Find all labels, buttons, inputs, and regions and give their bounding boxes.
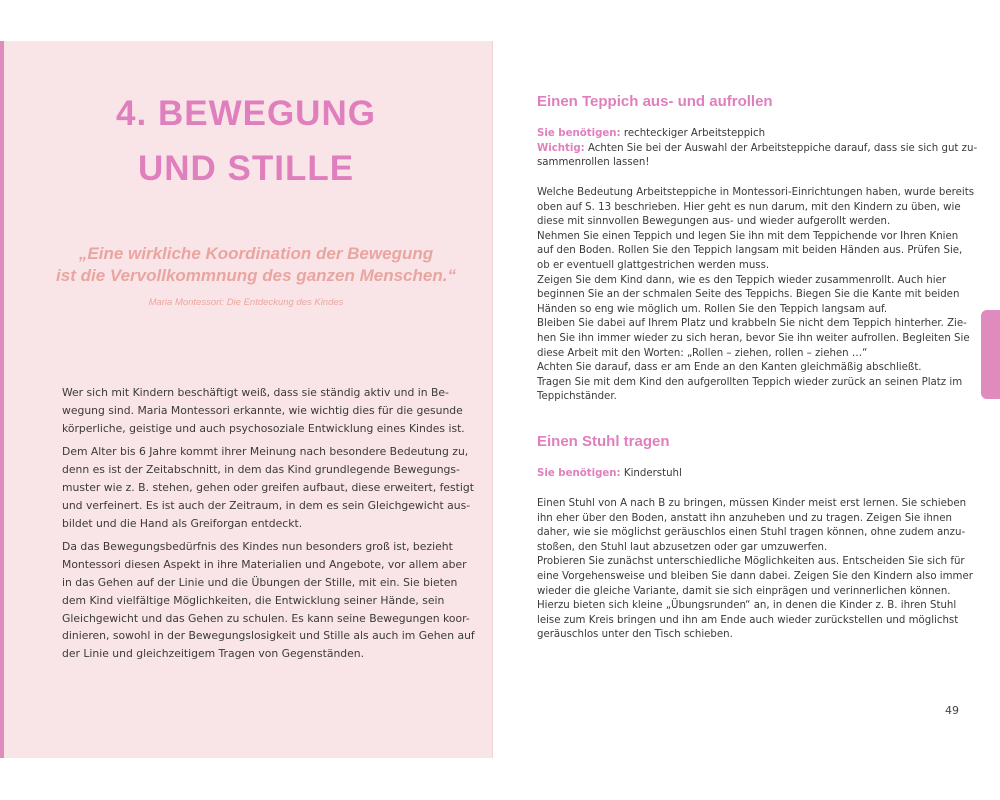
quote-source: Maria Montessori: Die Entdeckung des Kindes xyxy=(148,297,344,308)
text-line: Bleiben Sie dabei auf Ihrem Platz und krabbeln Sie nicht dem Teppich hinterher. Zie- xyxy=(537,318,967,330)
text-line: und verfeinert. Es ist auch der Zeitraum, in dem es sein Gleichgewicht aus- xyxy=(62,498,471,512)
text-line: beginnen Sie an der schmalen Seite des Teppichs. Biegen Sie die Kante mit beiden xyxy=(537,289,960,301)
requirements-stuhl xyxy=(537,467,682,482)
paragraph xyxy=(62,443,475,532)
text-line: Nehmen Sie einen Teppich und legen Sie ihn mit dem Teppichende vor Ihren Knien xyxy=(537,230,959,242)
text-line: Achten Sie darauf, dass er am Ende an den Kanten gleichmäßig abschließt. xyxy=(537,362,922,374)
text-line: stoßen, den Stuhl laut abzusetzen oder gar umzuwerfen. xyxy=(537,541,828,553)
text-line: Montessori diesen Aspekt in ihre Materialien und Angebote, vor allem aber xyxy=(62,558,467,572)
quote-line: ist die Vervollkommnung des ganzen Menschen.“ xyxy=(56,266,456,285)
text-line: Einen Stuhl von A nach B zu bringen, müssen Kinder meist erst lernen. Sie schieben xyxy=(537,498,967,509)
text-line: Zeigen Sie dem Kind dann, wie es den Teppich wieder zusammenrollt. Auch hier xyxy=(537,274,947,286)
text-line: denn es ist der Zeitabschnitt, in dem das Kind grundlegende Bewegungs- xyxy=(62,463,460,477)
text-line: Probieren Sie zunächst unterschiedliche Möglichkeiten aus. Entscheiden Sie sich für xyxy=(537,556,965,568)
needs-label: Sie benötigen: xyxy=(537,468,621,479)
needs-label: Sie benötigen: xyxy=(537,128,621,139)
text-line: dinieren, sowohl in der Bewegungslosigkeit und Stille als auch im Gehen auf xyxy=(62,629,475,643)
text-line: muster wie z. B. stehen, gehen oder greifen aufbaut, diese erweitert, festigt xyxy=(62,480,475,494)
text-line: leise zum Kreis bringen und ihn am Ende auch wieder zurückstellen und möglichst xyxy=(537,614,959,626)
needs-value: rechteckiger Arbeitsteppich xyxy=(623,128,766,139)
needs-line xyxy=(537,127,977,142)
requirements-teppich xyxy=(537,127,977,171)
text-line: Da das Bewegungsbedürfnis des Kindes nun besonders groß ist, bezieht xyxy=(62,540,453,554)
text-line: Welche Bedeutung Arbeitsteppiche in Montessori-Einrichtungen haben, wurde bereits xyxy=(537,187,974,198)
text-line: ob er eventuell glattgestrichen werden muss. xyxy=(537,259,770,271)
intro-text xyxy=(62,384,475,669)
text-line: daher, wie sie möglichst geräuschlos einen Stuhl tragen können, ohne zudem anzu- xyxy=(537,527,966,539)
text-line: ihn eher über den Boden, anstatt ihn anzuheben und zu tragen. Zeigen Sie ihnen xyxy=(537,512,952,524)
page-number: 49 xyxy=(945,704,959,717)
page-gutter xyxy=(492,41,493,758)
text-line: eine Vorgehensweise und bleiben Sie dann dabei. Zeigen Sie den Kindern also immer xyxy=(537,570,973,582)
text-line: wegung sind. Maria Montessori erkannte, wie wichtig dies für die gesunde xyxy=(62,403,463,417)
text-line: hen Sie ihn immer wieder zu sich heran, bevor Sie ihn weiter aufrollen. Begleiten Sie xyxy=(537,332,970,344)
text-line: diese mit sinnvollen Bewegungen aus- und wieder aufgerollt werden. xyxy=(537,216,891,228)
chapter-title xyxy=(0,86,492,196)
text-line: in das Gehen auf der Linie und die Übungen der Stille, mit ein. Sie bieten xyxy=(62,575,458,589)
text-line: Händen so eng wie möglich um. Rollen Sie den Teppich langsam auf. xyxy=(537,303,888,315)
text-line: Teppichständer. xyxy=(537,391,617,403)
text-line: Dem Alter bis 6 Jahre kommt ihrer Meinung nach besondere Bedeutung zu, xyxy=(62,445,469,459)
text-line: geräuschlos unter den Tisch schieben. xyxy=(537,629,733,641)
text-line: Gleichgewicht und das Gehen zu schulen. Es kann seine Bewegungen koor- xyxy=(62,611,470,625)
section-body-stuhl xyxy=(537,497,973,643)
section-title-stuhl: Einen Stuhl tragen xyxy=(537,433,670,450)
epigraph-quote xyxy=(20,243,492,287)
text-line: Wer sich mit Kindern beschäftigt weiß, dass sie ständig aktiv und in Be- xyxy=(62,386,449,399)
important-text-line: sammenrollen lassen! xyxy=(537,157,650,169)
quote-line: „Eine wirkliche Koordination der Bewegung xyxy=(78,244,434,263)
text-line: diese Arbeit mit den Worten: „Rollen – ziehen, rollen – ziehen …“ xyxy=(537,347,868,359)
text-line: wieder die gleiche Variante, damit sie sich einprägen und verinnerlichen können. xyxy=(537,585,951,597)
text-line: körperliche, geistige und auch psychosoziale Entwicklung eines Kindes ist. xyxy=(62,421,465,435)
chapter-title-line: UND STILLE xyxy=(137,149,355,188)
paragraph xyxy=(62,384,465,437)
important-text: Achten Sie bei der Auswahl der Arbeitsteppiche darauf, dass sie sich gut zu- xyxy=(588,142,978,154)
text-line: Tragen Sie mit dem Kind den aufgerollten Teppich wieder zurück an seinen Platz im xyxy=(537,376,963,388)
chapter-thumb-tab xyxy=(981,310,1000,399)
needs-line xyxy=(537,467,682,482)
text-line: Hierzu bieten sich kleine „Übungsrunden“ an, in denen die Kinder z. B. ihren Stuhl xyxy=(537,600,957,612)
text-line: oben auf S. 13 beschrieben. Hier geht es nun darum, mit den Kindern zu üben, wie xyxy=(537,201,961,213)
text-line: der Linie und gleichzeitigem Tragen von Gegenständen. xyxy=(62,647,365,661)
text-line: auf den Boden. Rollen Sie den Teppich langsam mit beiden Händen aus. Prüfen Sie, xyxy=(537,245,963,257)
section-title-teppich: Einen Teppich aus- und aufrollen xyxy=(537,93,773,110)
section-body-teppich xyxy=(537,186,974,405)
text-line: dem Kind vielfältige Möglichkeiten, die Entwicklung seiner Hände, sein xyxy=(62,593,445,607)
needs-value: Kinderstuhl xyxy=(623,468,682,479)
important-line xyxy=(537,142,977,157)
text-line: bildet und die Hand als Greiforgan entdeckt. xyxy=(62,516,303,530)
important-label: Wichtig: xyxy=(537,142,585,154)
paragraph xyxy=(62,538,475,663)
chapter-title-line: 4. BEWEGUNG xyxy=(116,94,376,133)
